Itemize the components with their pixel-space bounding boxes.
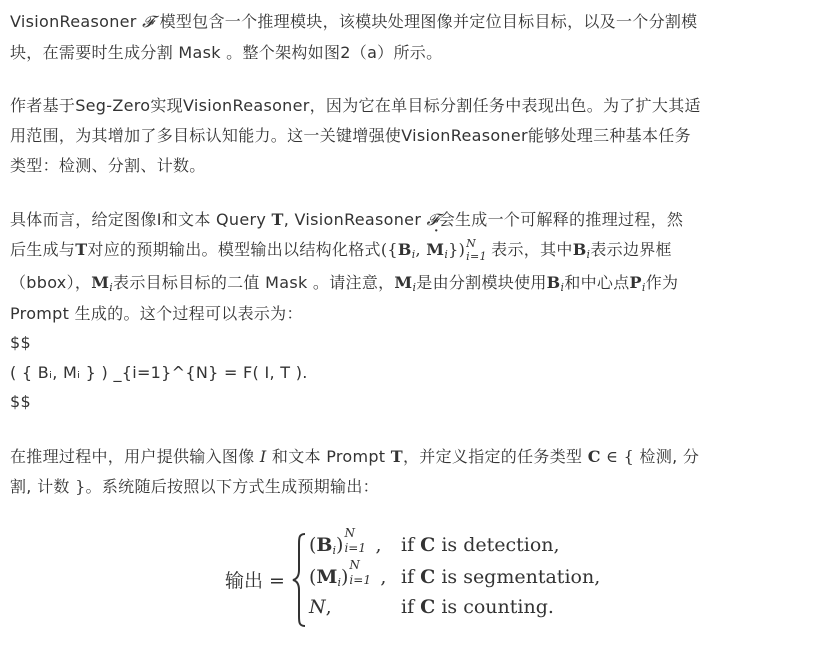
math-C: C: [420, 534, 436, 556]
math-sub-range: i=1: [344, 541, 366, 555]
left-brace-icon: [291, 532, 309, 628]
latex-delimiter-close: $$: [10, 392, 31, 411]
math-symbol-F: 𝓕: [426, 210, 439, 229]
para3-line1: [10, 208, 683, 232]
text: （bbox），: [10, 273, 92, 292]
text: , VisionReasoner: [283, 210, 427, 229]
math-sub-i: i: [586, 248, 591, 261]
math-B: B: [316, 534, 333, 556]
math-sub-range: i=1: [466, 250, 487, 263]
text: 和文本 Prompt: [266, 447, 391, 466]
math-B: B: [572, 240, 587, 259]
math-sup-N: N: [466, 237, 477, 250]
case-row-detection: [309, 526, 382, 557]
math-M: M: [91, 273, 110, 292]
para2-line2: 用范围，为其增加了多目标认知能力。这一关键增强使VisionReasoner能够处理三种基本任务: [10, 126, 691, 145]
comma: ,: [375, 534, 382, 556]
text: VisionReasoner: [10, 12, 143, 31]
case-row-counting: [309, 596, 332, 618]
math-T: T: [390, 447, 403, 466]
math-close-brace: }: [75, 477, 86, 496]
text: 模型包含一个推理模块，该模块处理图像并定位目标目标，以及一个分割模: [154, 12, 698, 31]
text: 在推理过程中，用户提供输入图像: [10, 447, 260, 466]
comma: ,: [380, 566, 387, 588]
case-condition-detection: [401, 534, 560, 556]
text: 表示，其中: [491, 240, 573, 259]
text: ，并定义指定的任务类型: [403, 447, 588, 466]
math-sup-N: N: [344, 526, 355, 540]
para1-line1: [10, 10, 697, 34]
latex-delimiter-open: $$: [10, 333, 31, 352]
para4-line2: [10, 475, 379, 499]
text: 表示边界框: [590, 240, 672, 259]
math-element-of: ∈ {: [600, 447, 640, 466]
math-T: T: [75, 240, 88, 259]
para3-line2: [10, 238, 672, 267]
paren: ): [336, 534, 344, 556]
paren: (: [309, 566, 317, 588]
math-sub-i: i: [412, 281, 417, 294]
math-sub-i: i: [332, 544, 337, 557]
math-sub-i: i: [411, 248, 416, 261]
text: is counting.: [435, 596, 554, 618]
math-P: P: [629, 273, 642, 292]
math-M: M: [394, 273, 413, 292]
text: 作为: [645, 273, 679, 292]
equation-lhs: 输出 =: [225, 570, 285, 592]
math-T: T: [271, 210, 284, 229]
text: is detection,: [435, 534, 560, 556]
math-M: M: [316, 566, 338, 588]
text: 后生成与: [10, 240, 76, 259]
paren: ): [341, 566, 349, 588]
math-sub-i: i: [109, 281, 114, 294]
text: 对应的预期输出。模型输出以结构化格式: [87, 240, 381, 259]
comma: ,: [325, 596, 332, 618]
para2-line3: 类型：检测、分割、计数。: [10, 156, 206, 175]
text: if: [401, 534, 421, 556]
math-sub-i: i: [444, 248, 449, 261]
case-condition-counting: [401, 596, 554, 618]
text: is segmentation,: [435, 566, 601, 588]
math-sub-range: i=1: [349, 573, 371, 587]
text: if: [401, 596, 421, 618]
math-C: C: [420, 596, 436, 618]
math-comma: ,: [415, 240, 427, 259]
text: 具体而言，给定图像I和文本 Query: [10, 210, 272, 229]
math-sub-i: i: [560, 281, 565, 294]
case-row-segmentation: [309, 558, 387, 589]
math-B: B: [397, 240, 412, 259]
text: 会生成一个可解释的推理过程，然: [438, 210, 684, 229]
math-symbol-F: 𝓕: [142, 12, 155, 31]
math-B: B: [546, 273, 561, 292]
para4-line1: [10, 445, 699, 469]
para1-line2: 块，在需要时生成分割 Mask 。整个架构如图2（a）所示。: [10, 43, 443, 62]
text: 检测, 分: [639, 447, 700, 466]
math-sup-N: N: [349, 558, 360, 572]
math-close: }): [448, 240, 466, 259]
text: 。系统随后按照以下方式生成预期输出：: [85, 477, 379, 496]
text: 是由分割模块使用: [416, 273, 547, 292]
para3-line3: [10, 271, 678, 300]
text: 割, 计数: [10, 477, 76, 496]
case-condition-segmentation: [401, 566, 600, 588]
para2-line1: 作者基于Seg-Zero实现VisionReasoner，因为它在单目标分割任务中表现出色。为了扩大其适: [10, 96, 701, 115]
math-sub-i: i: [337, 576, 341, 589]
math-sub-i: i: [641, 281, 646, 294]
math-N: N: [309, 596, 326, 618]
para3-line4: Prompt 生成的。这个过程可以表示为：: [10, 304, 303, 323]
paren: (: [309, 534, 317, 556]
math-C: C: [420, 566, 436, 588]
latex-formula-text: ( { Bᵢ, Mᵢ } ) _{i=1}^{N} = F( I, T ).: [10, 363, 308, 382]
text: 和中心点: [564, 273, 630, 292]
math-M-dot: ˙ M: [426, 238, 444, 262]
text: if: [401, 566, 421, 588]
math-open: ({: [380, 240, 398, 259]
text: 表示目标目标的二值 Mask 。请注意，: [113, 273, 395, 292]
math-C: C: [587, 447, 601, 466]
math-I: I: [259, 447, 267, 466]
